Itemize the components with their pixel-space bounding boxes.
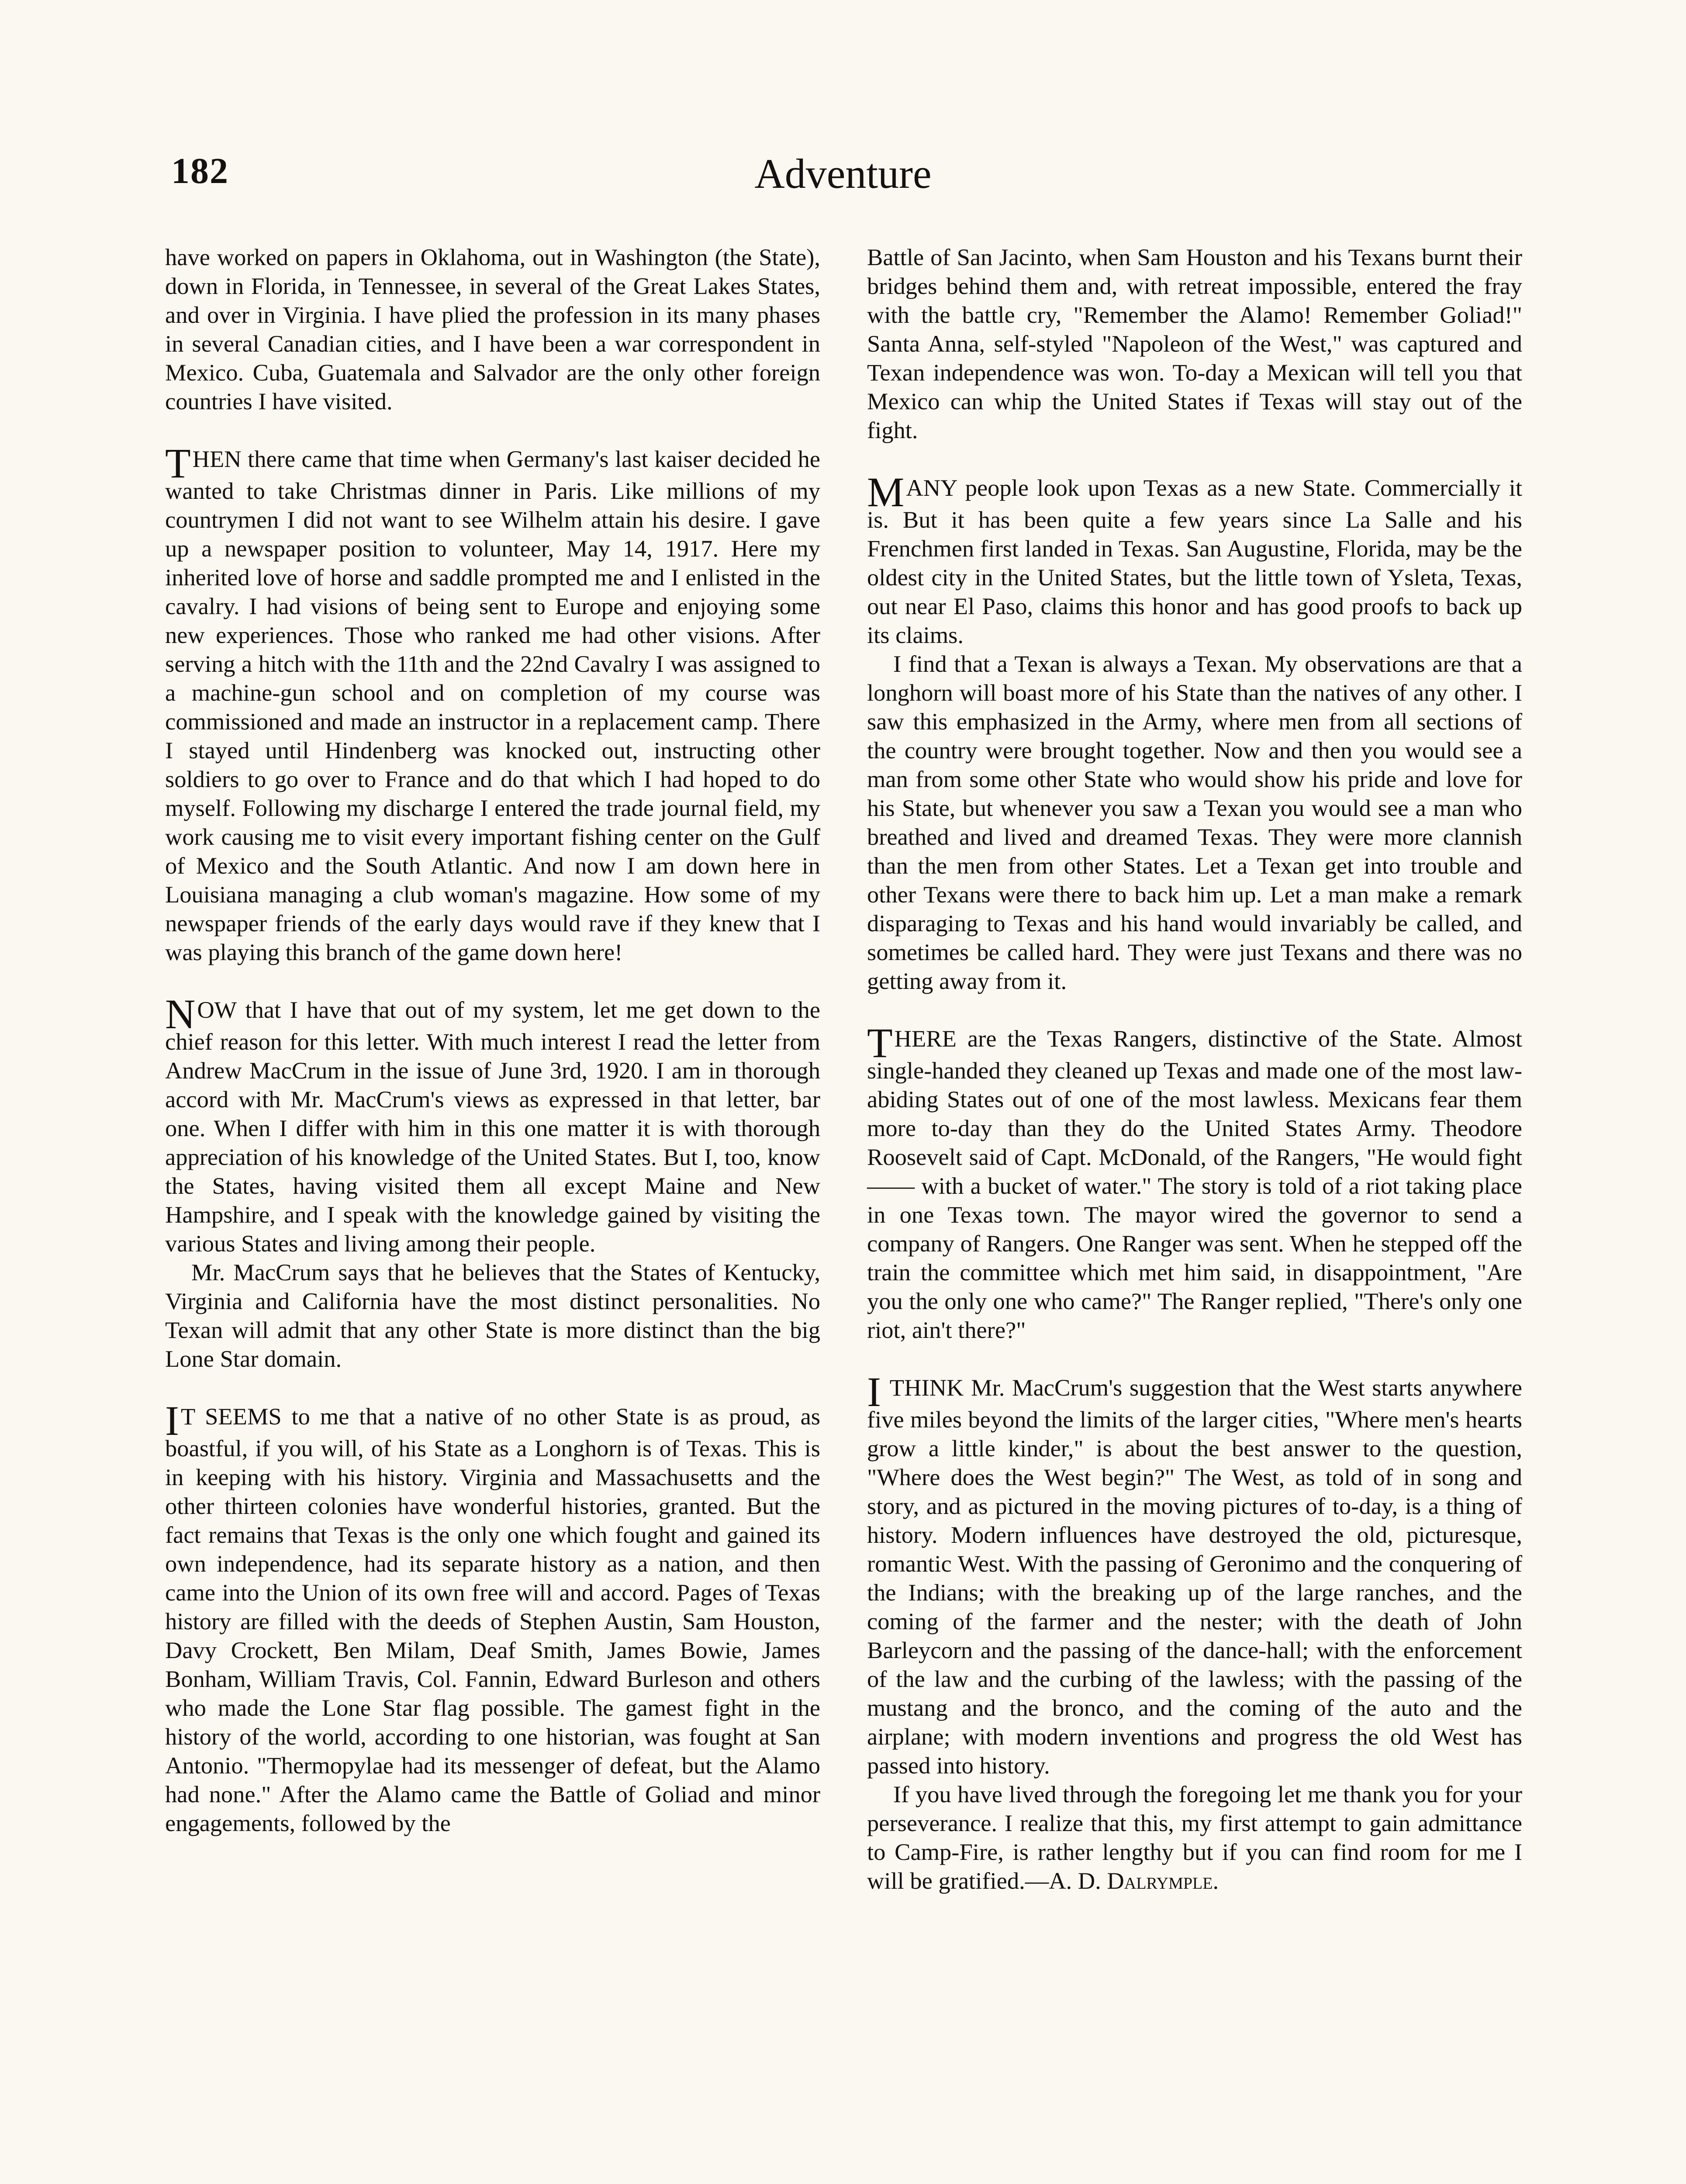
paragraph-text: THINK Mr. MacCrum's suggestion that the West starts anywhere five miles beyond the limits of the larger cities, "Where men's hearts grow a little kinder," is about the best answer to the question, "Where does the West begin?" The West, as told of in song and story, and as pictured in the moving pictures of to-day, is a thing of history. Modern influences have destroyed the old, picturesque, romantic West. With the passing of Geronimo and the conquering of the Indians; with the breaking up of the large ranches, and the coming of the farmer and the nester; with the death of John Barleycorn and the passing of the dance-hall; with the enforcement of the law and the curbing of the lawless; with the passing of the mustang and the bronco, and the coming of the auto and the airplane; with modern inventions and progress the old West has passed into history.: [867, 1374, 1522, 1779]
paragraph: [165, 440, 820, 967]
drop-cap: T: [867, 1019, 894, 1066]
right-column: [867, 243, 1522, 1895]
drop-cap: T: [165, 440, 192, 487]
running-head-title: Adventure: [754, 150, 932, 197]
paragraph: Battle of San Jacinto, when Sam Houston and his Texans burnt their bridges behind them and, with retreat impossible, entered the fray with the battle cry, "Remember the Alamo! Remember Goliad!" Santa Anna, self-styled "Napoleon of the West," was captured and Texan independence was won. To-day a Mexican will tell you that Mexico can whip the United States if Texas will stay out of the fight.: [867, 244, 1522, 443]
paragraph: [867, 1368, 1522, 1780]
paragraph: I find that a Texan is always a Texan. My observations are that a longhorn will boast more of his State than the natives of any other. I saw this emphasized in the Army, where men from all sections of the country were brought together. Now and then you would see a man from some other State who would show his pride and love for his State, but whenever you saw a Texan you would see a man who breathed and lived and dreamed Texas. They were more clannish than the men from other States. Let a Texan get into trouble and other Texans were there to back him up. Let a man make a remark disparaging to Texas and his hand would invariably be called, and sometimes be called hard. They were just Texans and there was no getting away from it.: [867, 650, 1522, 994]
paragraph: [867, 1780, 1522, 1895]
paragraph: have worked on papers in Oklahoma, out in Washington (the State), down in Florida, in Tennessee, in several of the Great Lakes States, and over in Virginia. I have plied the profession in its many phases in several Canadian cities, and I have been a war correspondent in Mexico. Cuba, Guatemala and Salvador are the only other foreign countries I have visited.: [165, 244, 820, 415]
paragraph-text: HEN there came that time when Germany's last kaiser decided he wanted to take Christmas dinner in Paris. Like millions of my countrymen I did not want to see Wilhelm attain his desire. I gave up a newspaper position to volunteer, May 14, 1917. Here my inherited love of horse and saddle prompted me and I enlisted in the cavalry. I had visions of being sent to Europe and enjoying some new experiences. Those who ranked me had other visions. After serving a hitch with the 11th and the 22nd Cavalry I was assigned to a machine-gun school and on completion of my course was commissioned and made an instructor in a replacement camp. There I stayed until Hindenberg was knocked out, instructing other soldiers to go over to France and do that which I had hoped to do myself. Following my discharge I entered the trade journal field, my work causing me to visit every important fishing center on the Gulf of Mexico and the South Atlantic. And now I am down here in Louisiana managing a club woman's magazine. How some of my newspaper friends of the early days would rave if they knew that I was playing this branch of the game down here!: [165, 446, 820, 965]
paragraph: [867, 1019, 1522, 1344]
paragraph-text: ANY people look upon Texas as a new State. Commercially it is. But it has been quite a few years since La Salle and his Frenchmen first landed in Texas. San Augustine, Florida, may be the oldest city in the United States, but the little town of Ysleta, Texas, out near El Paso, claims this honor and has good proofs to back up its claims.: [867, 474, 1522, 648]
drop-cap: N: [165, 991, 197, 1037]
paragraph-text: If you have lived through the foregoing let me thank you for your perseverance. I realize that this, my first attempt to gain admittance to Camp-Fire, is rather lengthy but if you can find room for me I will be gratified.—A. D.: [867, 1781, 1522, 1894]
paragraph-text: OW that I have that out of my system, let me get down to the chief reason for this letter. With much interest I read the letter from Andrew MacCrum in the issue of June 3rd, 1920. I am in thorough accord with Mr. MacCrum's views as expressed in that letter, bar one. When I differ with him in this one matter it is with thorough appreciation of his knowledge of the United States. But I, too, know the States, having visited them all except Maine and New Hampshire, and I speak with the knowledge gained by visiting the various States and living among their people.: [165, 996, 820, 1257]
drop-cap: I: [165, 1397, 180, 1444]
drop-cap: M: [867, 469, 905, 515]
paragraph: Mr. MacCrum says that he believes that the States of Kentucky, Virginia and California have the most distinct personalities. No Texan will admit that any other State is more distinct than the big Lone Star domain.: [165, 1259, 820, 1372]
paragraph: [165, 1397, 820, 1838]
paragraph: [165, 991, 820, 1258]
signature: Dalrymple.: [1107, 1867, 1219, 1894]
page-number: 182: [171, 151, 229, 191]
paragraph-text: HERE are the Texas Rangers, distinctive of the State. Almost single-handed they cleaned up Texas and made one of the most law-abiding States out of one of the most lawless. Mexicans fear them more to-day than they do the United States Army. Theodore Roosevelt said of Capt. McDonald, of the Rangers, "He would fight —— with a bucket of water." The story is told of a riot taking place in one Texas town. The mayor wired the governor to send a company of Rangers. One Ranger was sent. When he stepped off the train the committee which met him said, in disappointment, "Are you the only one who came?" The Ranger replied, "There's only one riot, ain't there?": [867, 1025, 1522, 1343]
paragraph-text: T SEEMS to me that a native of no other State is as proud, as boastful, if you will, of his State as a Longhorn is of Texas. This is in keeping with his history. Virginia and Massachusetts and the other thirteen colonies have wonderful histories, granted. But the fact remains that Texas is the only one which fought and gained its own independence, had its separate history as a nation, and then came into the Union of its own free will and accord. Pages of Texas history are filled with the deeds of Stephen Austin, Sam Houston, Davy Crockett, Ben Milam, Deaf Smith, James Bowie, James Bonham, William Travis, Col. Fannin, Edward Burleson and others who made the Lone Star flag possible. The gamest fight in the history of the world, according to one historian, was fought at San Antonio. "Thermopylae had its messenger of defeat, but the Alamo had none." After the Alamo came the Battle of Goliad and minor engagements, followed by the: [165, 1403, 820, 1836]
drop-cap: I: [867, 1368, 882, 1415]
left-column: [165, 243, 820, 1838]
paragraph: [867, 469, 1522, 650]
